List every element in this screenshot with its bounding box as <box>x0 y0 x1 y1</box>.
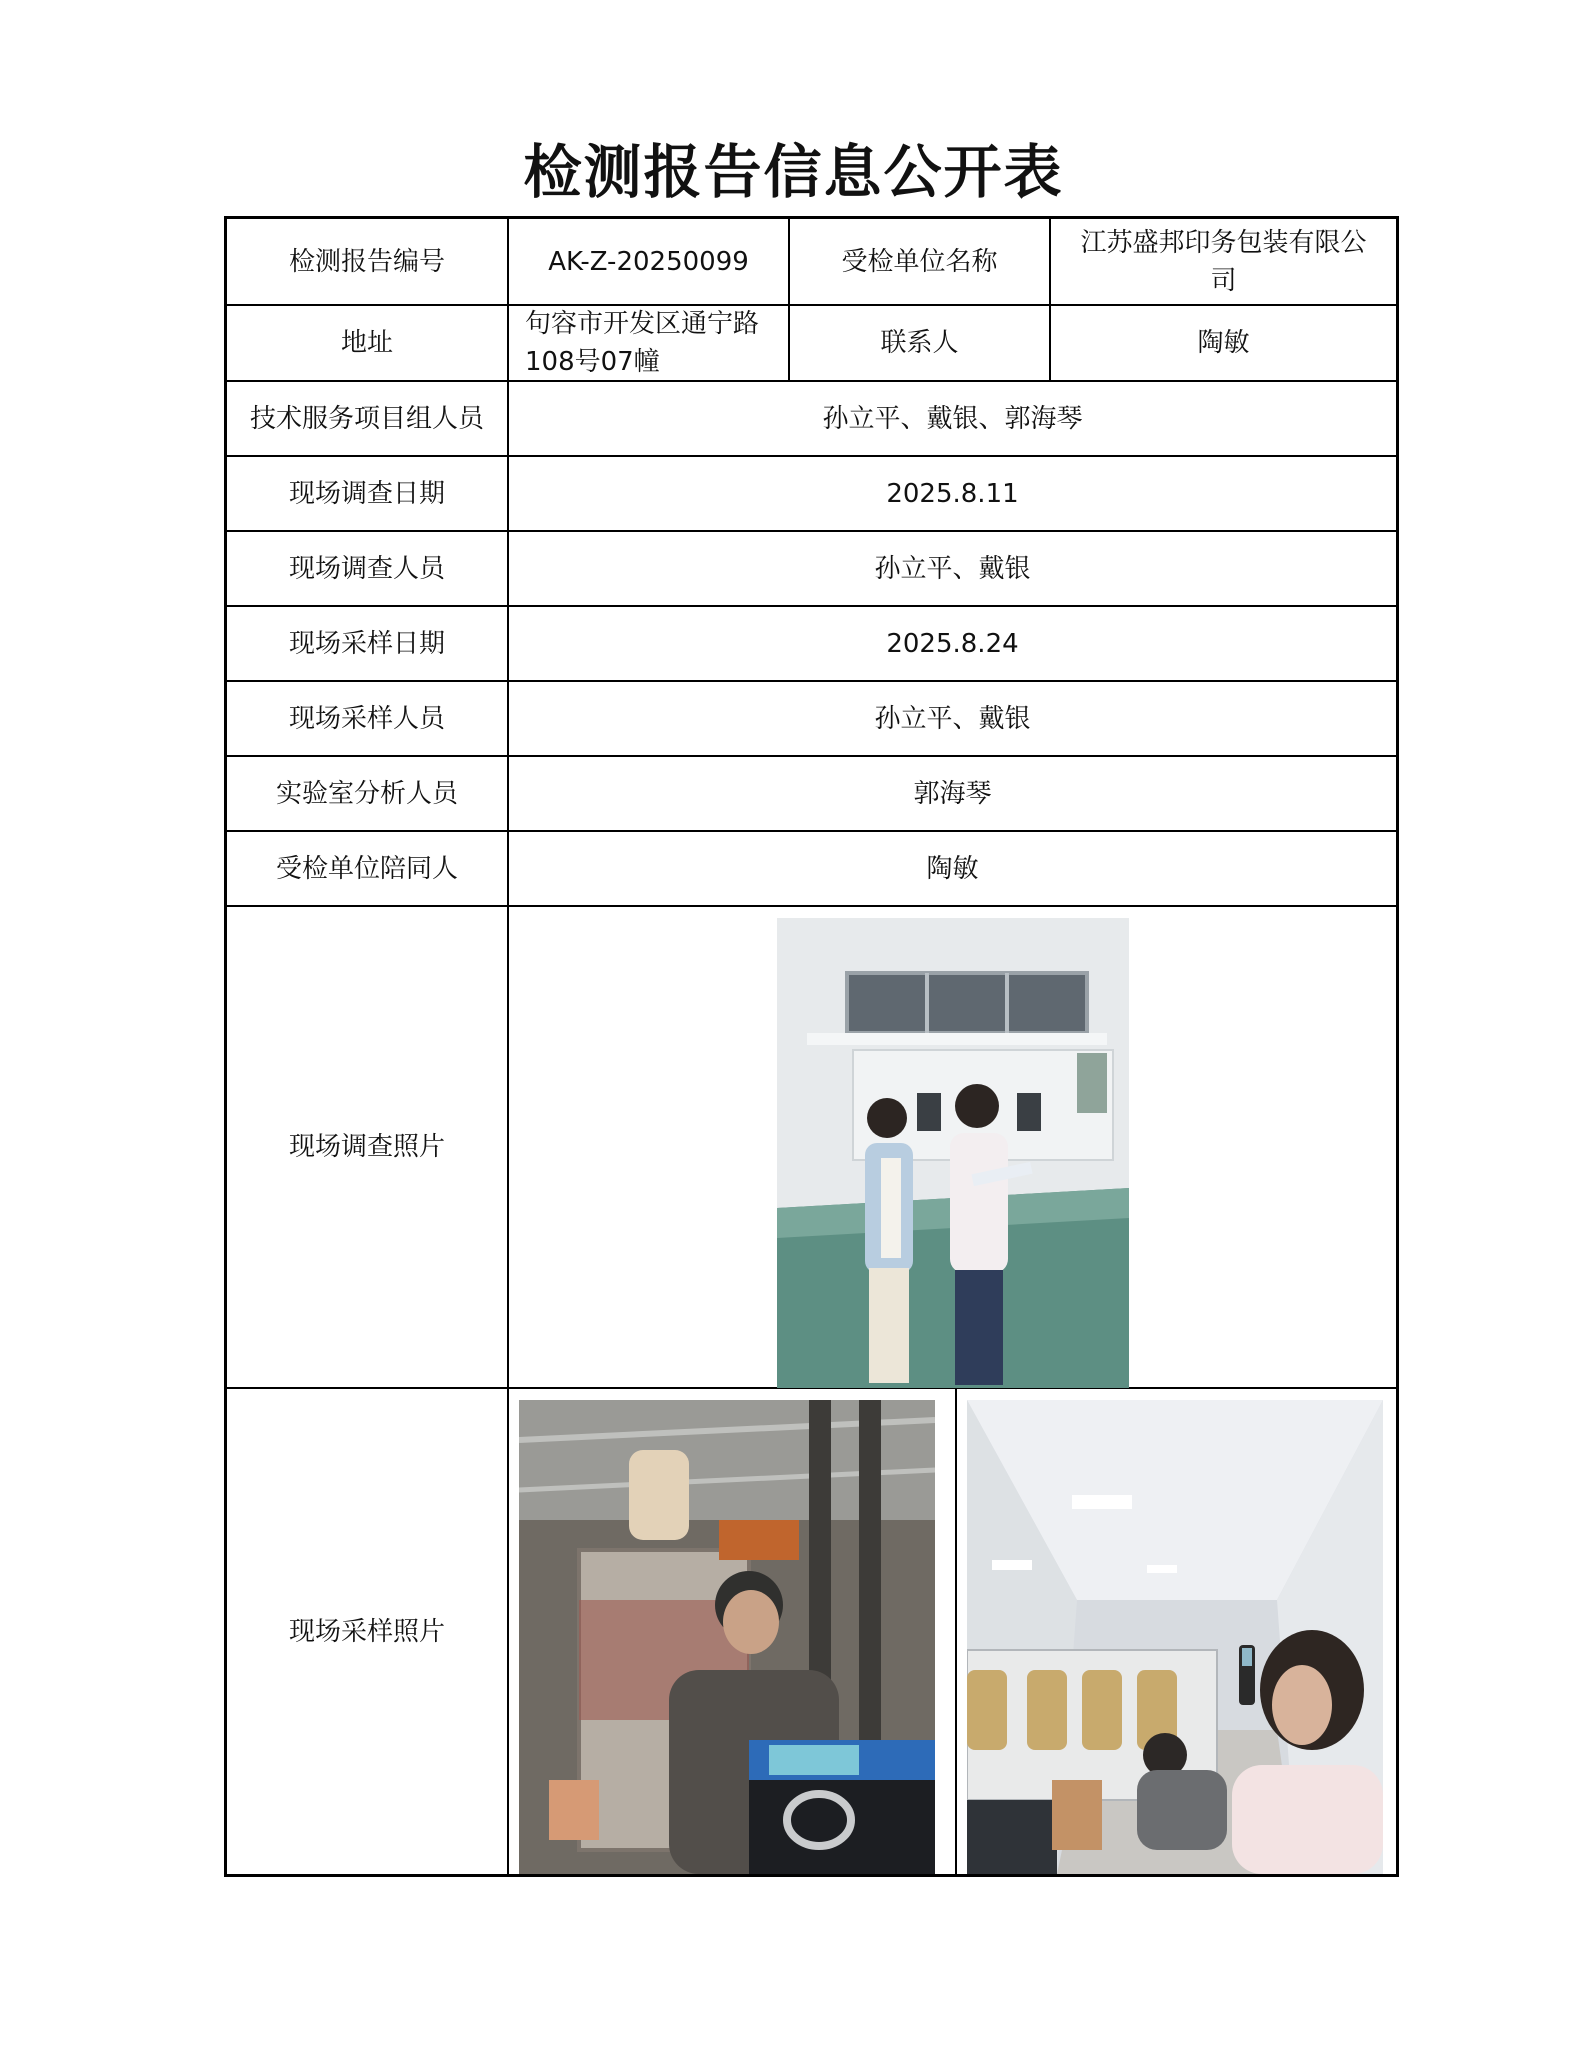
contact-value: 陶敏 <box>1197 328 1250 358</box>
survey-staff-value: 孙立平、戴银 <box>874 553 1031 584</box>
sampling-photo-left <box>519 1400 935 1874</box>
survey-date-value: 2025.8.11 <box>886 478 1019 509</box>
sampling-right-image <box>967 1400 1383 1874</box>
project-team-value: 孙立平、戴银、郭海琴 <box>822 403 1083 434</box>
label-project-team: 技术服务项目组人员 <box>249 403 484 434</box>
sampling-left-image <box>519 1400 935 1874</box>
label-lab-analyst: 实验室分析人员 <box>275 778 458 809</box>
survey-photo-image <box>777 918 1129 1388</box>
sampling-date-value: 2025.8.24 <box>886 628 1019 659</box>
label-sampling-date: 现场采样日期 <box>288 628 445 659</box>
info-table <box>224 216 1399 1877</box>
unit-name-value: 江苏盛邦印务包装有限公司 <box>1080 227 1367 296</box>
label-contact: 联系人 <box>880 328 959 358</box>
sampling-photo-right <box>967 1400 1383 1874</box>
report-no-value: AK-Z-20250099 <box>548 246 749 277</box>
column-divider <box>955 1387 957 1874</box>
label-survey-staff: 现场调查人员 <box>288 553 445 584</box>
label-report-no: 检测报告编号 <box>288 246 445 277</box>
lab-analyst-value: 郭海琴 <box>913 778 992 809</box>
label-sampling-staff: 现场采样人员 <box>288 703 445 734</box>
label-survey-date: 现场调查日期 <box>288 478 445 509</box>
label-escort: 受检单位陪同人 <box>275 853 458 884</box>
label-unit-name: 受检单位名称 <box>841 246 998 277</box>
sampling-staff-value: 孙立平、戴银 <box>874 703 1031 734</box>
survey-photo <box>777 918 1129 1388</box>
escort-value: 陶敏 <box>926 853 979 884</box>
page-title: 检测报告信息公开表 <box>523 138 1064 206</box>
label-address: 地址 <box>340 328 393 358</box>
label-survey-photo: 现场调查照片 <box>288 1132 445 1162</box>
label-sampling-photo: 现场采样照片 <box>288 1616 445 1647</box>
address-value: 句容市开发区通宁路108号07幢 <box>525 309 760 377</box>
